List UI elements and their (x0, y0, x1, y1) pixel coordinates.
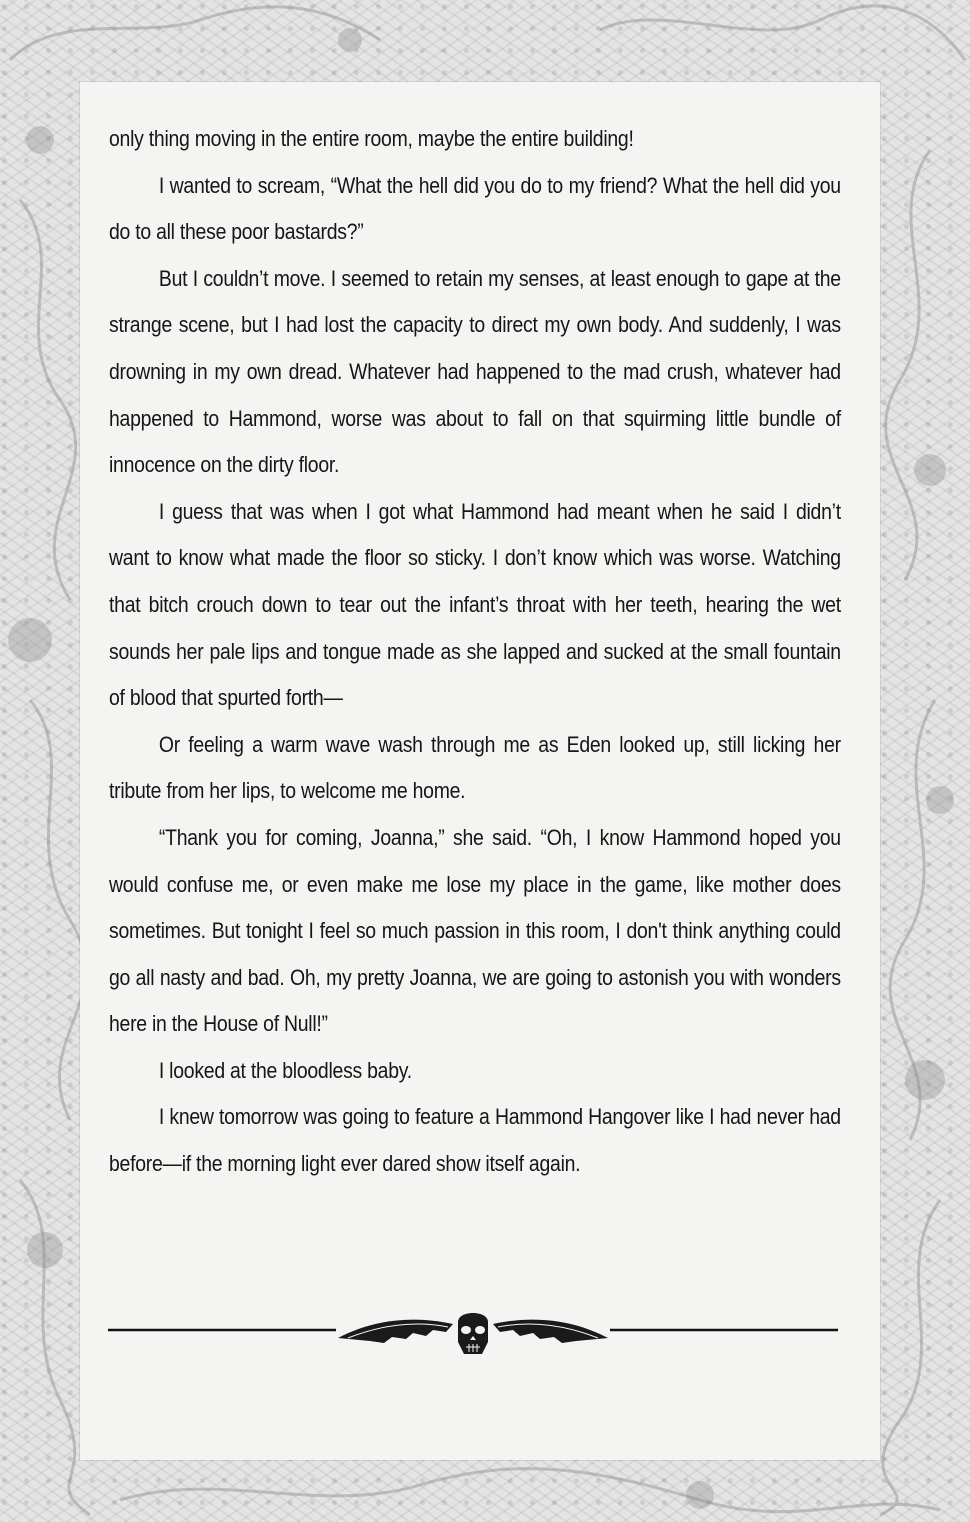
winged-skull-icon (338, 1313, 608, 1354)
paragraph: I looked at the bloodless baby. (158, 1057, 412, 1083)
paragraph: But I couldn’t move. I seemed to retain my senses, at least enough to gape at the strange scene, but I had lost the capacity to direct my own body. And suddenly, I was drowning in my own dread. Whatever had happened to the mad crush, whatever had happened to Hammond, worse was about to fall on that squirming little bundle of innocence on the dirty floor. (109, 265, 841, 478)
paragraph: Or feeling a warm wave wash through me as Eden looked up, still licking her tribute from her lips, to welcome me home. (109, 731, 841, 804)
story-text (109, 116, 841, 1188)
paragraph: “Thank you for coming, Joanna,” she said. “Oh, I know Hammond hoped you would confuse me, or even make me lose my place in the game, like mother does sometimes. But tonight I feel so much passion in this room, I don't think anything could go all nasty and bad. Oh, my pretty Joanna, we are going to astonish you with wonders here in the House of Null!” (109, 824, 841, 1037)
paragraph: I wanted to scream, “What the hell did you do to my friend? What the hell did you do to all these poor bastards?” (109, 172, 841, 245)
paragraph: only thing moving in the entire room, maybe the entire building! (109, 126, 634, 151)
paragraph: I guess that was when I got what Hammond had meant when he said I didn’t want to know what made the floor so sticky. I don’t know which was worse. Watching that bitch crouch down to tear out the infant’s throat with her teeth, hearing the wet sounds her pale lips and tongue made as she lapped and sucked at the small fountain of blood that spurted forth— (109, 498, 841, 711)
paragraph: I knew tomorrow was going to feature a Hammond Hangover like I had never had before—if the morning light ever dared show itself again. (109, 1104, 841, 1177)
section-divider (108, 1302, 838, 1372)
